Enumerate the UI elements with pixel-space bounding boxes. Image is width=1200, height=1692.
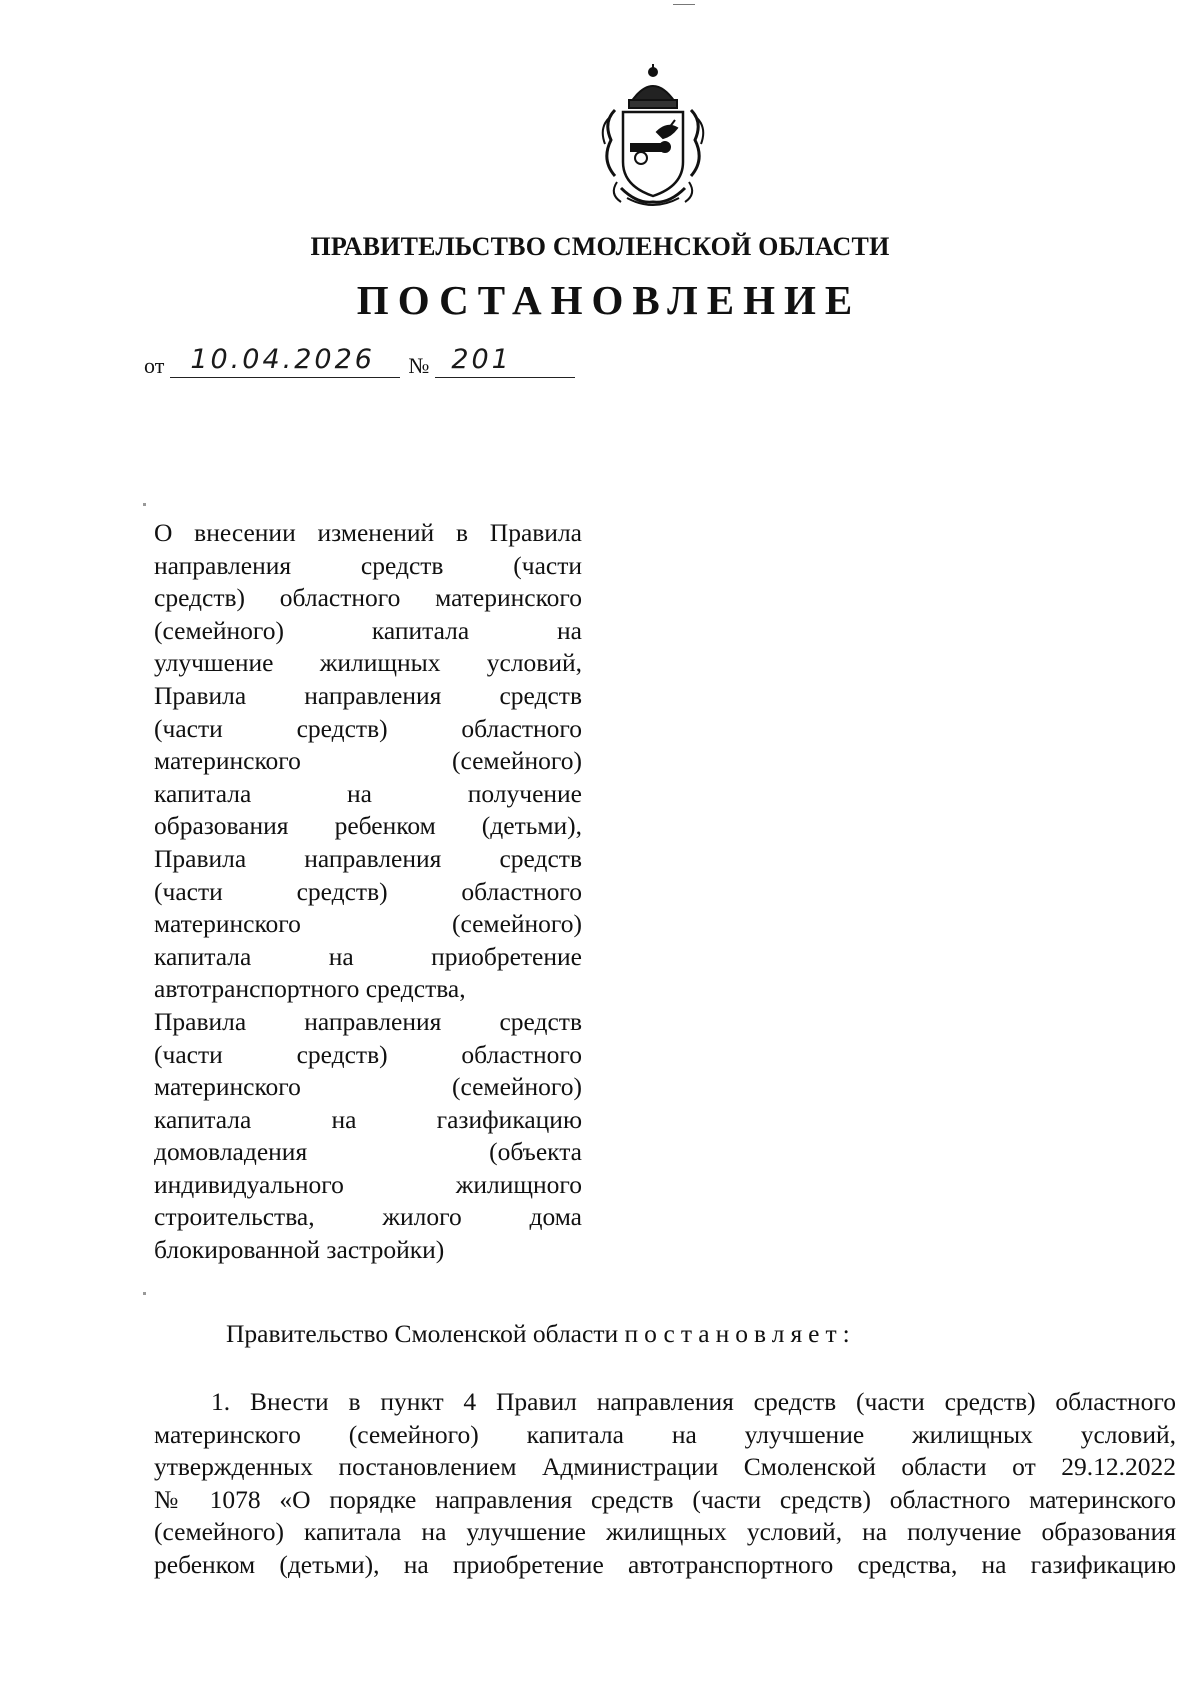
subject-line: О внесении изменений в Правила [154,518,582,547]
subject-line: (семейного) капитала на [154,615,582,645]
smolensk-coat-of-arms-icon [597,62,709,212]
date-from-label: от [144,353,165,378]
subject-line: материнского (семейного) [154,1072,582,1102]
scan-mark [673,4,695,5]
date-field [170,344,400,378]
corner-mark [143,503,146,506]
corner-mark [143,1292,146,1295]
subject-line: индивидуального жилищного [154,1169,582,1199]
government-title: ПРАВИТЕЛЬСТВО СМОЛЕНСКОЙ ОБЛАСТИ [310,232,890,261]
subject-line: материнского (семейного) [154,909,582,939]
body-line: № 1078 «О порядке направления средств (части средств) областного материнского [154,1484,1176,1514]
body-line: ребенком (детьми), на приобретение автотранспортного средства, на газификацию [154,1549,1176,1579]
subject-line: Правила направления средств [154,843,582,873]
subject-line: (части средств) областного [154,1039,582,1069]
subject-line: Правила направления средств [154,1006,582,1036]
subject-line: капитала на получение [154,778,582,808]
subject-line: средств) областного материнского [154,583,582,613]
number-label: № [408,353,430,378]
body-line: материнского (семейного) капитала на улучшение жилищных условий, [154,1419,1176,1449]
subject-line: материнского (семейного) [154,746,582,776]
subject-line: направления средств (части [154,550,582,580]
subject-line: образования ребенком (детьми), [154,811,582,841]
subject-line: автотранспортного средства, [154,974,466,1004]
document-type-title: ПОСТАНОВЛЕНИЕ [356,277,862,323]
body-paragraph-1 [154,1386,1176,1582]
preamble [226,1319,856,1349]
handwritten-date: 10.04.2026 [190,344,375,375]
preamble-text: Правительство Смоленской области [226,1319,619,1348]
body-line: утвержденных постановлением Администрации Смоленской области от 29.12.2022 [154,1452,1176,1482]
subject-line: капитала на газификацию [154,1104,582,1134]
subject-line: блокированной застройки) [154,1235,445,1265]
subject-line: строительства, жилого дома [154,1202,582,1232]
handwritten-number: 201 [451,344,512,375]
subject-line: Правила направления средств [154,680,582,710]
subject-line: капитала на приобретение [154,941,582,971]
document-subject [154,517,582,1267]
decree-word: постановляет: [624,1319,856,1348]
body-line: (семейного) капитала на улучшение жилищных условий, на получение образования [154,1517,1176,1547]
subject-line: улучшение жилищных условий, [154,648,582,678]
number-field [435,344,575,378]
subject-line: домовладения (объекта [154,1137,582,1167]
body-line: 1. Внести в пункт 4 Правил направления средств (части средств) областного [211,1387,1176,1416]
subject-line: (части средств) областного [154,713,582,743]
subject-line: (части средств) областного [154,876,582,906]
date-number-line [144,344,575,378]
